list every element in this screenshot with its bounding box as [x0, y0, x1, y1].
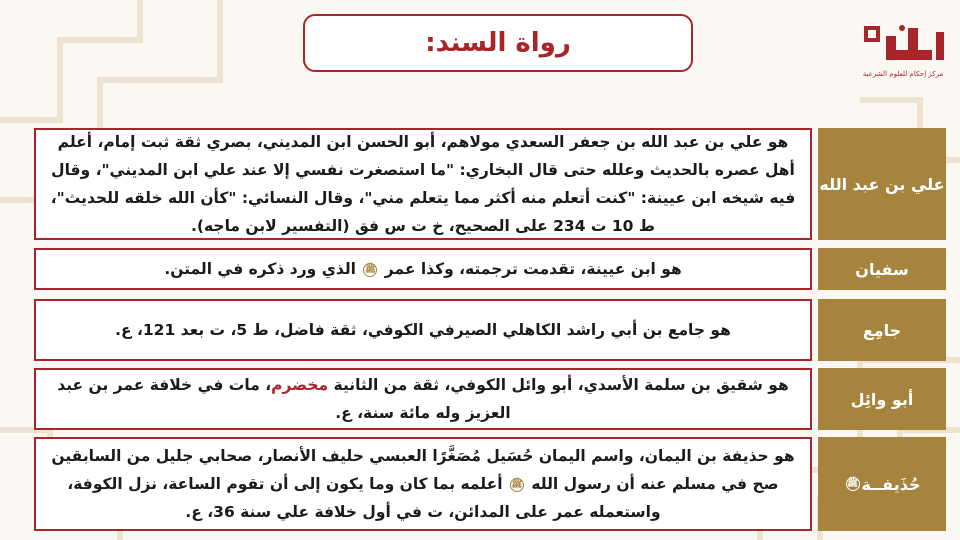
bio-text: هو ابن عيينة، تقدمت ترجمته، وكذا عمر — [384, 260, 682, 278]
bio-text: أعلمه بما كان وما يكون إلى أن تقوم الساعة، نزل الكوفة، واستعمله عمر على المدائن، ت في أول خلافة علي سنة 36، ع. — [67, 475, 661, 521]
bio-text: هو جامع بن أبي راشد الكاهلي الصيرفي الكوفي، ثقة فاضل، ط 5، ت بعد 121، ع. — [115, 321, 731, 339]
logo-icon — [858, 18, 948, 68]
highlighted-term: مخضرم — [271, 376, 329, 394]
narrator-bio — [34, 437, 812, 531]
narrator-label: أبو وائِل — [818, 368, 946, 430]
logo — [858, 18, 948, 98]
narrator-bio — [34, 128, 812, 240]
narrator-label: جامِع — [818, 299, 946, 361]
narrator-row — [34, 128, 946, 240]
narrator-bio — [34, 299, 812, 361]
bio-text: الذي ورد ذكره في المتن. — [164, 260, 356, 278]
narrator-label — [818, 437, 946, 531]
narrator-row — [34, 248, 946, 290]
honorific-icon: ﷺ — [847, 479, 858, 489]
logo-subtitle: مركز إحكام للعلوم الشرعية — [862, 70, 944, 78]
page-title: رواة السند: — [425, 28, 571, 58]
honorific-icon: ﷺ — [364, 264, 376, 275]
bio-text: هو شقيق بن سلمة الأسدي، أبو وائل الكوفي، ثقة من الثانية — [333, 376, 789, 394]
bio-text: هو حذيفة بن اليمان، واسم اليمان حُسَيل مُصَغَّرًا العبسي حليف الأنصار، صحابي جليل من السابقين صح في مسلم عنه أن رسول الله — [51, 447, 795, 493]
narrator-bio — [34, 368, 812, 430]
narrator-row — [34, 299, 946, 361]
bio-text: هو علي بن عبد الله بن جعفر السعدي مولاهم، أبو الحسن ابن المديني، بصري ثقة ثبت إمام، أعلم أهل عصره بالحديث وعلله حتى قال البخاري: "ما استصغرت نفسي إلا عند علي ابن المديني"، وقال فيه شيخه ابن عيينة: "كنت أتعلم منه أكثر مما يتعلم مني"، وقال النسائي: "كأن الله خلقه للحديث"، ط 10 ت 234 على الصحيح، خ ت س فق (التفسير لابن ماجه). — [50, 133, 796, 235]
honorific-icon: ﷺ — [511, 479, 523, 490]
narrator-label: علي بن عبد الله — [818, 128, 946, 240]
bio-text: ، مات في خلافة عمر بن عبد العزيز وله مائة سنة، ع. — [57, 376, 511, 422]
narrator-row — [34, 437, 946, 531]
narrator-bio — [34, 248, 812, 290]
narrator-row — [34, 368, 946, 430]
title-box — [303, 14, 693, 72]
narrator-label: سفيان — [818, 248, 946, 290]
narrator-label-text: حُذَيفــة — [861, 474, 921, 494]
